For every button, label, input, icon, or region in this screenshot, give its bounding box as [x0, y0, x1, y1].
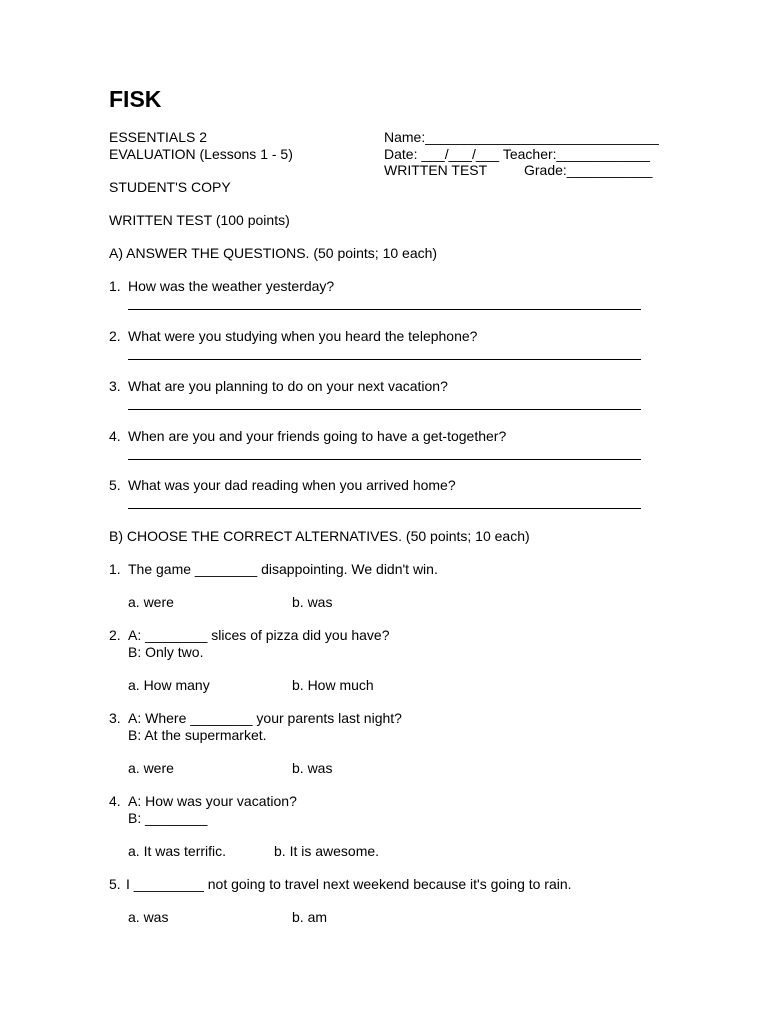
name-field: Name:______________________________ — [384, 129, 659, 145]
option-a[interactable]: a. were — [128, 594, 174, 610]
written-test-label: WRITTEN TEST — [384, 162, 488, 178]
grade-field: Grade:___________ — [524, 162, 653, 178]
option-a[interactable]: a. How many — [128, 677, 210, 693]
option-b[interactable]: b. was — [292, 594, 333, 610]
question-number: 5. — [109, 876, 121, 892]
question-number: 1. — [109, 561, 121, 577]
brand-title: FISK — [109, 86, 162, 112]
question-number: 3. — [109, 378, 121, 394]
answer-line[interactable] — [128, 309, 641, 310]
question-number: 1. — [109, 278, 121, 294]
option-b[interactable]: b. It is awesome. — [274, 843, 380, 859]
question-text: I _________ not going to travel next weekend because it's going to rain. — [126, 876, 572, 892]
question-number: 5. — [109, 477, 121, 493]
question-text: The game ________ disappointing. We didn't win. — [128, 561, 438, 577]
course-label: ESSENTIALS 2 — [109, 129, 208, 145]
answer-line[interactable] — [128, 508, 641, 509]
question-number: 2. — [109, 328, 121, 344]
question-text: A: ________ slices of pizza did you have? — [128, 627, 390, 643]
question-text: A: How was your vacation? — [128, 793, 297, 809]
section-a-heading: A) ANSWER THE QUESTIONS. (50 points; 10 each) — [109, 245, 438, 261]
question-text: When are you and your friends going to have a get-together? — [128, 428, 507, 444]
answer-line[interactable] — [128, 409, 641, 410]
option-a[interactable]: a. were — [128, 760, 174, 776]
answer-line[interactable] — [128, 359, 641, 360]
question-response: B: At the supermarket. — [128, 727, 267, 743]
option-b[interactable]: b. am — [292, 909, 328, 925]
question-response: B: ________ — [128, 810, 208, 826]
question-number: 4. — [109, 428, 121, 444]
copy-label: STUDENT'S COPY — [109, 179, 231, 195]
question-text: What are you planning to do on your next vacation? — [128, 378, 448, 394]
option-b[interactable]: b. was — [292, 760, 333, 776]
question-number: 4. — [109, 793, 121, 809]
question-number: 2. — [109, 627, 121, 643]
date-teacher-field: Date: ___/___/___ Teacher:____________ — [384, 146, 650, 162]
question-text: What was your dad reading when you arrived home? — [128, 477, 456, 493]
question-text: What were you studying when you heard the telephone? — [128, 328, 478, 344]
question-text: How was the weather yesterday? — [128, 278, 335, 294]
option-a[interactable]: a. It was terrific. — [128, 843, 227, 859]
evaluation-label: EVALUATION (Lessons 1 - 5) — [109, 146, 293, 162]
question-text: A: Where ________ your parents last night? — [128, 710, 402, 726]
test-title: WRITTEN TEST (100 points) — [109, 212, 290, 228]
option-b[interactable]: b. How much — [292, 677, 374, 693]
answer-line[interactable] — [128, 459, 641, 460]
section-b-heading: B) CHOOSE THE CORRECT ALTERNATIVES. (50 points; 10 each) — [109, 528, 530, 544]
question-number: 3. — [109, 710, 121, 726]
question-response: B: Only two. — [128, 644, 204, 660]
option-a[interactable]: a. was — [128, 909, 169, 925]
